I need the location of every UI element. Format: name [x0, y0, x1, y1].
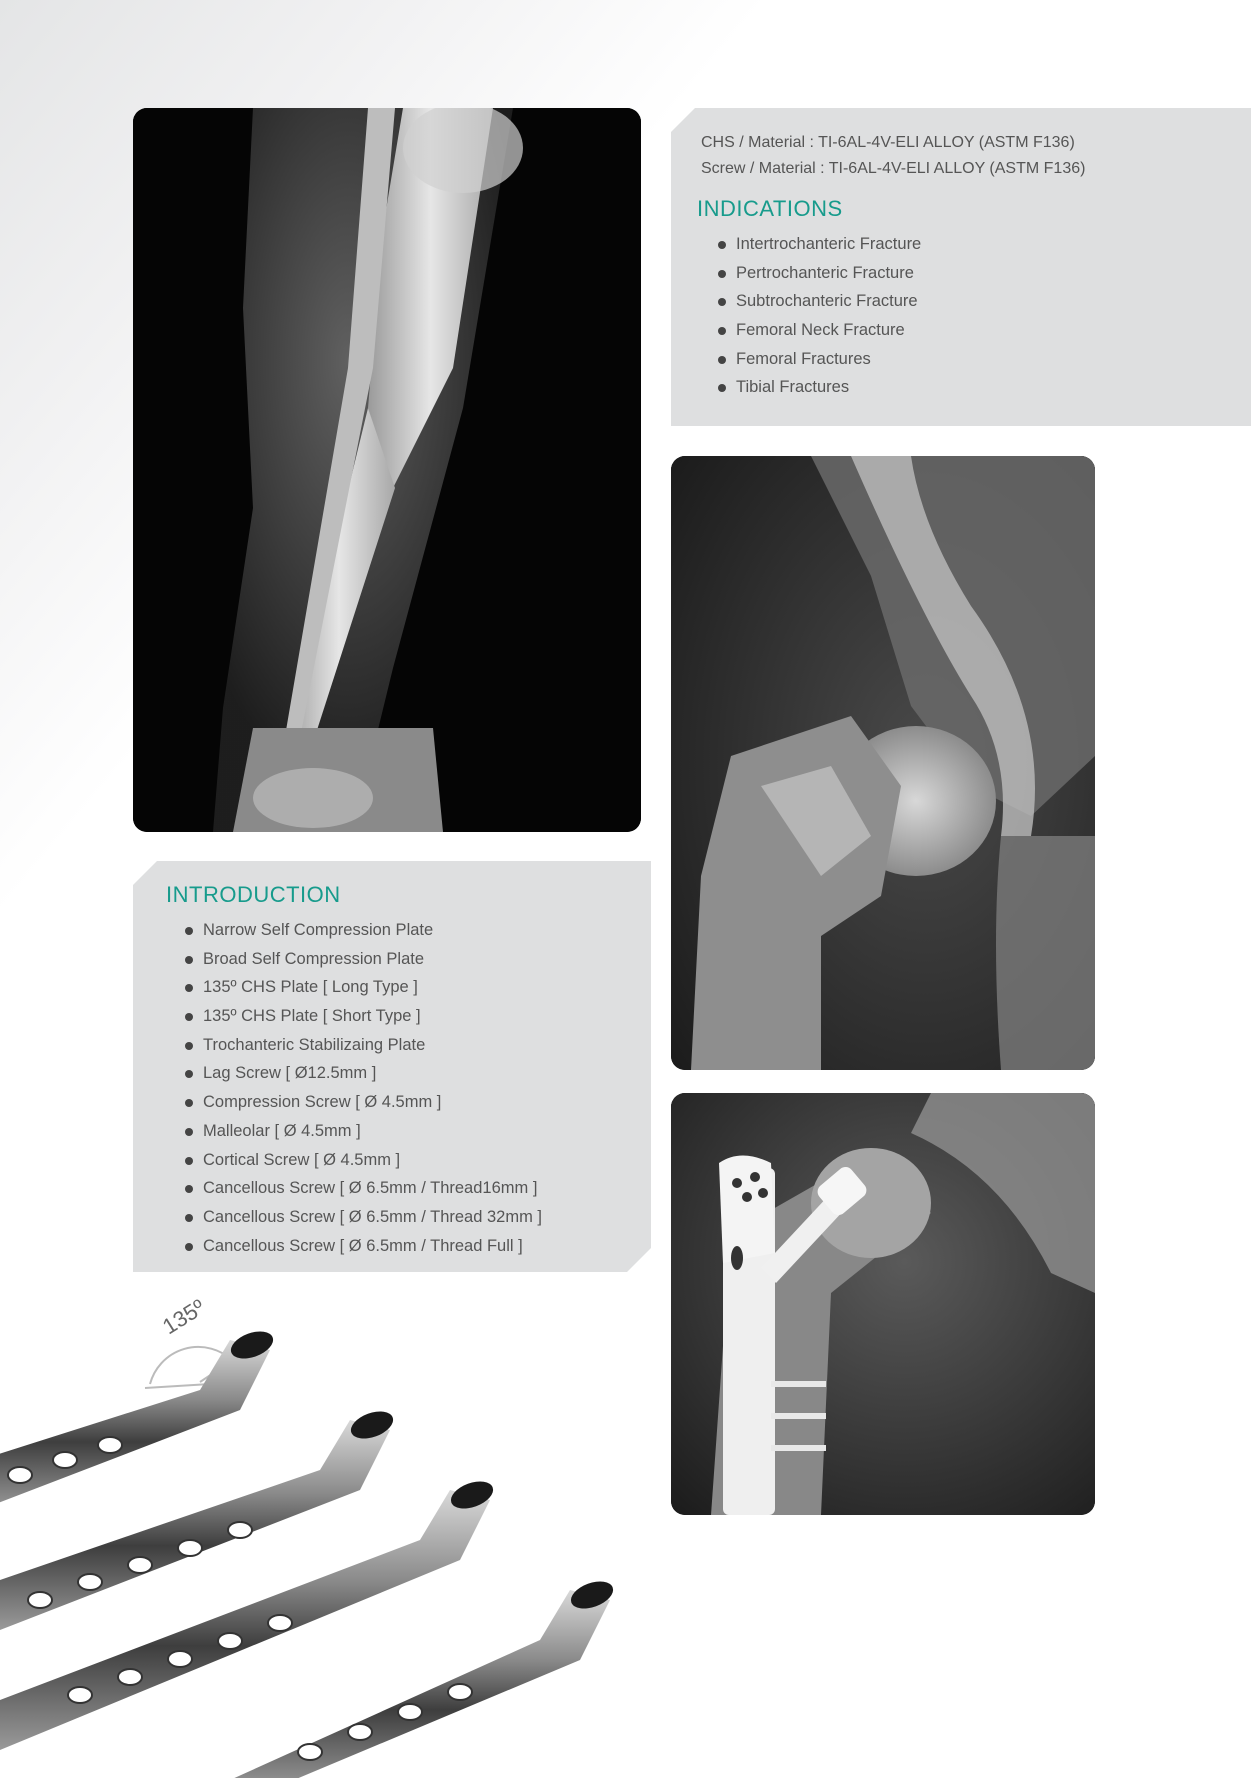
introduction-item: Cancellous Screw [ Ø 6.5mm / Thread Full ] — [183, 1232, 542, 1261]
indications-list — [716, 230, 921, 402]
hip-fixation-xray-image — [671, 1093, 1095, 1515]
introduction-item: 135º CHS Plate [ Short Type ] — [183, 1002, 542, 1031]
indication-item: Pertrochanteric Fracture — [716, 259, 921, 288]
introduction-item: Lag Screw [ Ø12.5mm ] — [183, 1059, 542, 1088]
angle-label: 135º — [158, 1294, 210, 1340]
chs-plates-image — [0, 1290, 660, 1778]
introduction-item: 135º CHS Plate [ Long Type ] — [183, 973, 542, 1002]
introduction-list — [183, 916, 542, 1260]
introduction-item: Cancellous Screw [ Ø 6.5mm / Thread 32mm ] — [183, 1203, 542, 1232]
introduction-item: Cancellous Screw [ Ø 6.5mm / Thread16mm ] — [183, 1174, 542, 1203]
screw-material-line: Screw / Material : TI-6AL-4V-ELI ALLOY (ASTM F136) — [701, 160, 1086, 177]
indication-item: Femoral Neck Fracture — [716, 316, 921, 345]
indications-heading: INDICATIONS — [697, 196, 843, 221]
introduction-item: Narrow Self Compression Plate — [183, 916, 542, 945]
indication-item: Femoral Fractures — [716, 345, 921, 374]
chs-material-line: CHS / Material : TI-6AL-4V-ELI ALLOY (ASTM F136) — [701, 134, 1075, 151]
introduction-item: Trochanteric Stabilizaing Plate — [183, 1031, 542, 1060]
introduction-item: Broad Self Compression Plate — [183, 945, 542, 974]
hip-fracture-xray-image — [671, 456, 1095, 1070]
introduction-item: Cortical Screw [ Ø 4.5mm ] — [183, 1146, 542, 1175]
introduction-item: Compression Screw [ Ø 4.5mm ] — [183, 1088, 542, 1117]
introduction-item: Malleolar [ Ø 4.5mm ] — [183, 1117, 542, 1146]
introduction-heading: INTRODUCTION — [166, 882, 341, 907]
leg-xray-image — [133, 108, 641, 832]
indication-item: Subtrochanteric Fracture — [716, 287, 921, 316]
indication-item: Tibial Fractures — [716, 373, 921, 402]
indication-item: Intertrochanteric Fracture — [716, 230, 921, 259]
